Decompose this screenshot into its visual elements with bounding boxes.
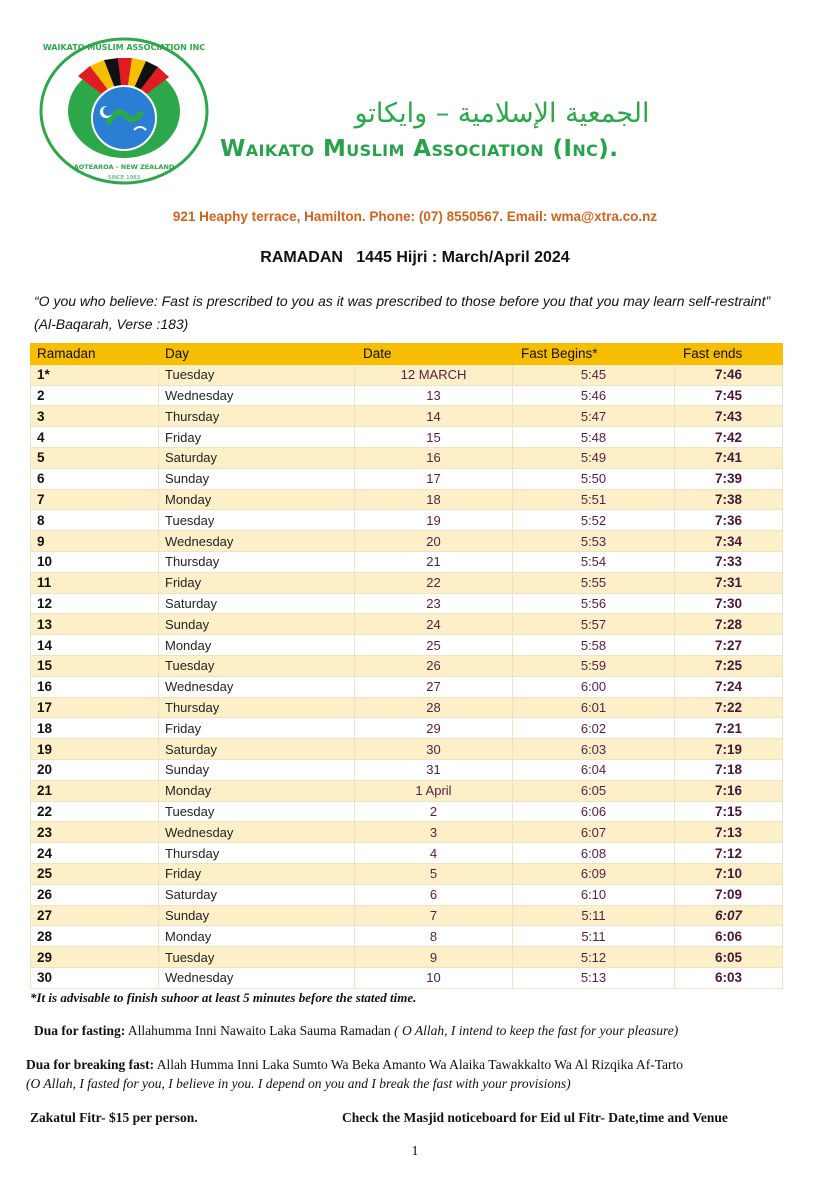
table-row (31, 676, 783, 697)
fast-begins-cell: 5:56 (513, 593, 675, 614)
date-cell: 29 (355, 718, 513, 739)
table-row (31, 801, 783, 822)
fast-ends-cell: 7:33 (675, 551, 783, 572)
fast-ends-cell: 7:21 (675, 718, 783, 739)
dua-breaking (26, 1057, 683, 1073)
fast-begins-cell: 6:09 (513, 863, 675, 884)
table-row (31, 884, 783, 905)
weekday-cell: Monday (159, 489, 355, 510)
ramadan-day-cell: 23 (31, 822, 159, 843)
fast-begins-cell: 5:54 (513, 551, 675, 572)
table-row (31, 447, 783, 468)
zakat-note: Zakatul Fitr- $15 per person. (30, 1110, 198, 1125)
table-row (31, 489, 783, 510)
weekday-cell: Thursday (159, 697, 355, 718)
fast-ends-cell: 7:31 (675, 572, 783, 593)
dua-fasting-label: Dua for fasting: (34, 1023, 126, 1038)
weekday-cell: Tuesday (159, 510, 355, 531)
ramadan-day-cell: 20 (31, 759, 159, 780)
weekday-cell: Sunday (159, 759, 355, 780)
fast-begins-cell: 5:52 (513, 510, 675, 531)
weekday-cell: Saturday (159, 447, 355, 468)
weekday-cell: Friday (159, 572, 355, 593)
ramadan-day-cell: 26 (31, 884, 159, 905)
fast-ends-cell: 7:16 (675, 780, 783, 801)
ramadan-day-cell: 28 (31, 926, 159, 947)
date-cell: 20 (355, 531, 513, 552)
logo-ring-text: WAIKATO MUSLIM ASSOCIATION INC (42, 43, 206, 52)
ramadan-day-cell: 19 (31, 739, 159, 760)
table-row (31, 739, 783, 760)
fast-begins-cell: 6:08 (513, 843, 675, 864)
fast-begins-cell: 5:59 (513, 655, 675, 676)
ramadan-day-cell: 10 (31, 551, 159, 572)
fast-ends-cell: 6:05 (675, 947, 783, 968)
date-cell: 18 (355, 489, 513, 510)
date-cell: 7 (355, 905, 513, 926)
fast-ends-cell: 7:42 (675, 427, 783, 448)
fast-begins-cell: 5:46 (513, 385, 675, 406)
dua-breaking-translation: (O Allah, I fasted for you, I believe in you. I depend on you and I break the fast with your provisions) (26, 1076, 571, 1091)
weekday-cell: Monday (159, 926, 355, 947)
weekday-cell: Saturday (159, 739, 355, 760)
fast-begins-cell: 6:03 (513, 739, 675, 760)
suhoor-footnote: *It is advisable to finish suhoor at least 5 minutes before the stated time. (30, 990, 417, 1005)
table-header-row (31, 344, 783, 365)
fast-ends-cell: 6:06 (675, 926, 783, 947)
fast-begins-cell: 5:45 (513, 364, 675, 385)
date-cell: 23 (355, 593, 513, 614)
weekday-cell: Sunday (159, 905, 355, 926)
fast-begins-cell: 6:04 (513, 759, 675, 780)
table-row (31, 572, 783, 593)
quran-quote: “O you who believe: Fast is prescribed to you as it was prescribed to those before you that you may learn self-restraint” (Al-Baqarah, Verse :183) (34, 293, 771, 332)
fast-begins-cell: 5:13 (513, 967, 675, 988)
fast-ends-cell: 7:12 (675, 843, 783, 864)
fast-begins-cell: 6:06 (513, 801, 675, 822)
fast-begins-cell: 5:11 (513, 926, 675, 947)
col-header-ramadan: Ramadan (31, 344, 159, 365)
ramadan-day-cell: 24 (31, 843, 159, 864)
date-cell: 5 (355, 863, 513, 884)
fast-ends-cell: 7:13 (675, 822, 783, 843)
ramadan-day-cell: 5 (31, 447, 159, 468)
date-cell: 31 (355, 759, 513, 780)
weekday-cell: Wednesday (159, 822, 355, 843)
fast-begins-cell: 6:01 (513, 697, 675, 718)
table-row (31, 551, 783, 572)
dua-breaking-text: Allah Humma Inni Laka Sumto Wa Beka Amanto Wa Alaika Tawakkalto Wa Al Rizqika Af-Tarto (154, 1057, 684, 1072)
weekday-cell: Friday (159, 427, 355, 448)
logo-since-text: SINCE 1983 (107, 175, 141, 181)
fast-begins-cell: 5:48 (513, 427, 675, 448)
ramadan-day-cell: 21 (31, 780, 159, 801)
ramadan-day-cell: 11 (31, 572, 159, 593)
weekday-cell: Monday (159, 780, 355, 801)
ramadan-timetable (30, 343, 783, 989)
table-row (31, 385, 783, 406)
dua-breaking-label: Dua for breaking fast: (26, 1057, 155, 1072)
ramadan-day-cell: 27 (31, 905, 159, 926)
org-name: Waikato Muslim Association (Inc). (220, 136, 619, 162)
table-row (31, 593, 783, 614)
fast-begins-cell: 6:05 (513, 780, 675, 801)
date-cell: 27 (355, 676, 513, 697)
col-header-date: Date (355, 344, 513, 365)
weekday-cell: Tuesday (159, 655, 355, 676)
date-cell: 1 April (355, 780, 513, 801)
arabic-org-name: الجمعية الإسلامية – وايكاتو (354, 98, 650, 129)
ramadan-day-cell: 9 (31, 531, 159, 552)
col-header-fast-ends: Fast ends (675, 344, 783, 365)
fast-ends-cell: 7:27 (675, 635, 783, 656)
ramadan-day-cell: 6 (31, 468, 159, 489)
fast-begins-cell: 6:10 (513, 884, 675, 905)
date-cell: 24 (355, 614, 513, 635)
page-number: 1 (411, 1144, 419, 1159)
ramadan-day-cell: 30 (31, 967, 159, 988)
table-row (31, 780, 783, 801)
fast-ends-cell: 7:15 (675, 801, 783, 822)
fast-ends-cell: 7:38 (675, 489, 783, 510)
fast-begins-cell: 6:00 (513, 676, 675, 697)
ramadan-day-cell: 25 (31, 863, 159, 884)
ramadan-day-cell: 4 (31, 427, 159, 448)
eid-note: Check the Masjid noticeboard for Eid ul Fitr- Date,time and Venue (342, 1110, 728, 1125)
col-header-day: Day (159, 344, 355, 365)
weekday-cell: Thursday (159, 406, 355, 427)
fast-ends-cell: 6:07 (675, 905, 783, 926)
fast-begins-cell: 5:55 (513, 572, 675, 593)
table-row (31, 947, 783, 968)
fast-begins-cell: 5:51 (513, 489, 675, 510)
weekday-cell: Monday (159, 635, 355, 656)
weekday-cell: Wednesday (159, 385, 355, 406)
table-row (31, 718, 783, 739)
date-cell: 14 (355, 406, 513, 427)
weekday-cell: Tuesday (159, 364, 355, 385)
table-row (31, 926, 783, 947)
fast-ends-cell: 7:25 (675, 655, 783, 676)
date-cell: 22 (355, 572, 513, 593)
fast-begins-cell: 5:50 (513, 468, 675, 489)
date-cell: 13 (355, 385, 513, 406)
ramadan-day-cell: 16 (31, 676, 159, 697)
table-row (31, 531, 783, 552)
fast-ends-cell: 7:19 (675, 739, 783, 760)
fast-ends-cell: 7:22 (675, 697, 783, 718)
table-row (31, 759, 783, 780)
date-cell: 16 (355, 447, 513, 468)
date-cell: 4 (355, 843, 513, 864)
fast-ends-cell: 7:10 (675, 863, 783, 884)
ramadan-day-cell: 18 (31, 718, 159, 739)
fast-ends-cell: 7:28 (675, 614, 783, 635)
weekday-cell: Friday (159, 863, 355, 884)
date-cell: 6 (355, 884, 513, 905)
date-cell: 3 (355, 822, 513, 843)
fast-ends-cell: 7:34 (675, 531, 783, 552)
date-cell: 19 (355, 510, 513, 531)
table-row (31, 863, 783, 884)
table-row (31, 635, 783, 656)
table-row (31, 843, 783, 864)
fast-ends-cell: 7:30 (675, 593, 783, 614)
table-row (31, 614, 783, 635)
date-cell: 10 (355, 967, 513, 988)
fast-begins-cell: 5:58 (513, 635, 675, 656)
weekday-cell: Saturday (159, 593, 355, 614)
date-cell: 21 (355, 551, 513, 572)
date-cell: 2 (355, 801, 513, 822)
ramadan-day-cell: 1* (31, 364, 159, 385)
fast-ends-cell: 7:41 (675, 447, 783, 468)
fast-ends-cell: 6:03 (675, 967, 783, 988)
fast-ends-cell: 7:45 (675, 385, 783, 406)
table-row (31, 967, 783, 988)
ramadan-day-cell: 8 (31, 510, 159, 531)
fast-begins-cell: 5:49 (513, 447, 675, 468)
fast-ends-cell: 7:43 (675, 406, 783, 427)
date-cell: 15 (355, 427, 513, 448)
association-logo (38, 36, 210, 186)
ramadan-day-cell: 2 (31, 385, 159, 406)
date-cell: 17 (355, 468, 513, 489)
logo-lower-text: AOTEAROA - NEW ZEALAND (73, 163, 175, 171)
ramadan-day-cell: 12 (31, 593, 159, 614)
date-cell: 30 (355, 739, 513, 760)
weekday-cell: Wednesday (159, 967, 355, 988)
date-cell: 28 (355, 697, 513, 718)
weekday-cell: Friday (159, 718, 355, 739)
fast-ends-cell: 7:18 (675, 759, 783, 780)
table-row (31, 905, 783, 926)
table-body (31, 364, 783, 988)
weekday-cell: Thursday (159, 843, 355, 864)
dua-fasting-translation: ( O Allah, I intend to keep the fast for your pleasure) (394, 1023, 679, 1038)
table-row (31, 822, 783, 843)
contact-line: 921 Heaphy terrace, Hamilton. Phone: (07) 8550567. Email: wma@xtra.co.nz (172, 209, 658, 224)
fast-ends-cell: 7:46 (675, 364, 783, 385)
ramadan-day-cell: 15 (31, 655, 159, 676)
ramadan-day-cell: 29 (31, 947, 159, 968)
weekday-cell: Tuesday (159, 801, 355, 822)
weekday-cell: Wednesday (159, 676, 355, 697)
table-row (31, 468, 783, 489)
weekday-cell: Sunday (159, 468, 355, 489)
weekday-cell: Saturday (159, 884, 355, 905)
date-cell: 8 (355, 926, 513, 947)
table-row (31, 427, 783, 448)
page-title: RAMADAN 1445 Hijri : March/April 2024 (260, 249, 570, 266)
ramadan-day-cell: 14 (31, 635, 159, 656)
fast-begins-cell: 6:02 (513, 718, 675, 739)
fast-ends-cell: 7:24 (675, 676, 783, 697)
fast-begins-cell: 5:12 (513, 947, 675, 968)
weekday-cell: Tuesday (159, 947, 355, 968)
date-cell: 26 (355, 655, 513, 676)
ramadan-day-cell: 3 (31, 406, 159, 427)
dua-fasting (34, 1023, 678, 1039)
date-cell: 25 (355, 635, 513, 656)
col-header-fast-begins: Fast Begins* (513, 344, 675, 365)
table-row (31, 510, 783, 531)
dua-fasting-text: Allahumma Inni Nawaito Laka Sauma Ramadan (125, 1023, 395, 1038)
ramadan-day-cell: 7 (31, 489, 159, 510)
table-row (31, 697, 783, 718)
table-row (31, 406, 783, 427)
fast-begins-cell: 5:53 (513, 531, 675, 552)
fast-ends-cell: 7:09 (675, 884, 783, 905)
fast-begins-cell: 5:47 (513, 406, 675, 427)
ramadan-day-cell: 22 (31, 801, 159, 822)
table-row (31, 364, 783, 385)
fast-ends-cell: 7:36 (675, 510, 783, 531)
table-row (31, 655, 783, 676)
fast-begins-cell: 6:07 (513, 822, 675, 843)
weekday-cell: Sunday (159, 614, 355, 635)
weekday-cell: Wednesday (159, 531, 355, 552)
date-cell: 12 MARCH (355, 364, 513, 385)
ramadan-day-cell: 13 (31, 614, 159, 635)
date-cell: 9 (355, 947, 513, 968)
weekday-cell: Thursday (159, 551, 355, 572)
fast-begins-cell: 5:57 (513, 614, 675, 635)
fast-ends-cell: 7:39 (675, 468, 783, 489)
ramadan-day-cell: 17 (31, 697, 159, 718)
fast-begins-cell: 5:11 (513, 905, 675, 926)
